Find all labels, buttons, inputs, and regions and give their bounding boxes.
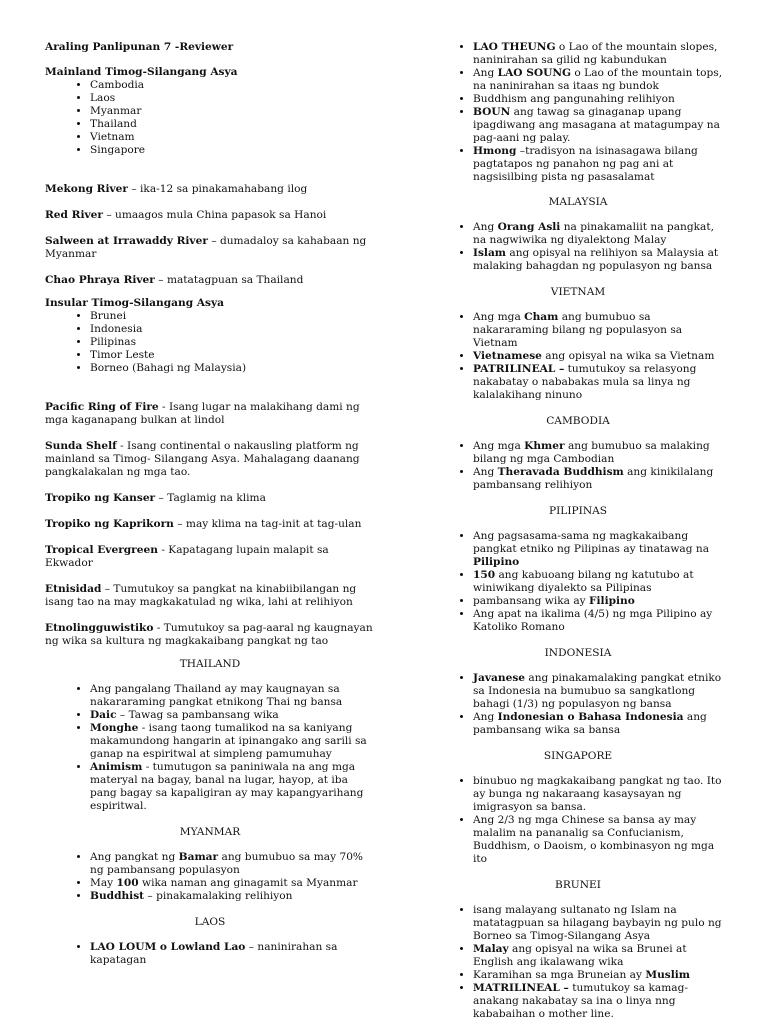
term: Etnisidad: [45, 583, 102, 595]
definition-ring-of-fire: [45, 401, 375, 427]
list-item: • Ang pagsasama-sama ng magkakaibang pangkat etniko ng Pilipinas ay tinatawag na Pilipino: [473, 530, 728, 569]
section-heading-pilipinas: PILIPINAS: [548, 505, 608, 517]
right-column: [428, 41, 728, 1034]
definition-etnisidad: [45, 583, 375, 609]
separator: -: [153, 622, 164, 634]
definition-etnolingguwistiko: [45, 622, 375, 648]
laos-list: [45, 941, 375, 967]
section-heading-vietnam: VIETNAM: [550, 286, 606, 298]
separator: –: [102, 209, 115, 221]
list-item: • Vietnamese ang opisyal na wika sa Vietnam: [473, 350, 728, 363]
separator: –: [127, 183, 141, 195]
left-column: [45, 41, 375, 980]
section-heading-thailand: THAILAND: [179, 658, 241, 670]
list-item: • Ang mga Khmer ang bumubuo sa malaking bilang ng mga Cambodian: [473, 440, 728, 466]
list-item: • Malay ang opisyal na wika sa Brunei at English ang ikalawang wika: [473, 943, 728, 969]
document-title: Araling Panlipunan 7 -Reviewer: [45, 41, 234, 53]
list-item: • Ang Theravada Buddhism ang kinikilalang pambansang relihiyon: [473, 466, 728, 492]
malaysia-list: [428, 221, 728, 273]
insular-country-list: [45, 310, 375, 375]
term: Tropiko ng Kanser: [45, 492, 156, 504]
list-item: • Timor Leste: [90, 349, 375, 362]
definition-tropiko-kanser: [45, 492, 375, 505]
definition-text: Kapatagang lupain malapit sa Ekwador: [45, 544, 329, 569]
separator: –: [155, 492, 168, 504]
list-item: • Ang Indonesian o Bahasa Indonesia ang pambansang wika sa bansa: [473, 711, 728, 737]
definition-tropiko-kaprikorn: [45, 518, 375, 531]
list-item: • Buddhism ang pangunahing relihiyon: [473, 93, 728, 106]
singapore-list: [428, 775, 728, 866]
list-item: • Animism - tumutugon sa paniniwala na ang mga materyal na bagay, banal na lugar, hayop, at iba pang bagay sa kapaligiran ay may kapangyarihang espiritwal.: [90, 761, 375, 813]
list-item: • isang malayang sultanato ng Islam na matatagpuan sa hilagang baybayin ng pulo ng Borneo sa Timog-Silangang Asya: [473, 904, 728, 943]
indonesia-list: [428, 672, 728, 737]
separator: –: [207, 235, 220, 247]
section-heading-malaysia: MALAYSIA: [548, 196, 608, 208]
list-item: • Borneo (Bahagi ng Malaysia): [90, 362, 375, 375]
list-item: • Laos: [90, 92, 375, 105]
list-item: • pambansang wika ay Filipino: [473, 595, 728, 608]
laos-continued-list: [428, 41, 728, 184]
definition-mekong: [45, 183, 375, 196]
term: Mekong River: [45, 183, 128, 195]
list-item: • Ang pangkat ng Bamar ang bumubuo sa may 70% ng pambansang populasyon: [90, 851, 375, 877]
list-item: • Ang apat na ikalima (4/5) ng mga Pilipino ay Katoliko Romano: [473, 608, 728, 634]
list-item: • Islam ang opisyal na relihiyon sa Malaysia at malaking bahagdan ng populasyon ng bansa: [473, 247, 728, 273]
list-item: • LAO THEUNG o Lao of the mountain slopes, naninirahan sa gilid ng kabundukan: [473, 41, 728, 67]
list-item: • Ang LAO SOUNG o Lao of the mountain tops, na naninirahan sa itaas ng bundok: [473, 67, 728, 93]
definition-text: Tumutukoy sa pag-aaral ng kaugnayan ng wika sa kultura ng magkakaibang pangkat ng tao: [45, 622, 373, 647]
term: Pacific Ring of Fire: [45, 401, 159, 413]
insular-heading: Insular Timog-Silangang Asya: [45, 297, 225, 309]
thailand-list: [45, 683, 375, 813]
list-item: • Hmong –tradisyon na isinasagawa bilang pagtatapos ng panahon ng pag ani at nagsisilbing pista ng pasasalamat: [473, 145, 728, 184]
section-heading-laos: LAOS: [194, 916, 226, 928]
list-item: • Monghe - isang taong tumalikod na sa kaniyang makamundong hangarin at ipinangako ang sarili sa ganap na espiritwal at simpleng pamumuhay: [90, 722, 375, 761]
section-heading-singapore: SINGAPORE: [543, 750, 613, 762]
list-item: • binubuo ng magkakaibang pangkat ng tao. Ito ay bunga ng nakaraang kasaysayan ng imigrasyon sa bansa.: [473, 775, 728, 814]
definition-text: umaagos mula China papasok sa Hanoi: [115, 209, 327, 221]
list-item: • LAO LOUM o Lowland Lao – naninirahan sa kapatagan: [90, 941, 375, 967]
separator: –: [101, 583, 114, 595]
brunei-list: [428, 904, 728, 1021]
term: Salween at Irrawaddy River: [45, 235, 208, 247]
cambodia-list: [428, 440, 728, 492]
definition-tropical-evergreen: [45, 544, 375, 570]
list-item: • 150 ang kabuoang bilang ng katutubo at winiwikang diyalekto sa Pilipinas: [473, 569, 728, 595]
vietnam-list: [428, 311, 728, 402]
list-item: • May 100 wika naman ang ginagamit sa Myanmar: [90, 877, 375, 890]
term: Tropiko ng Kaprikorn: [45, 518, 174, 530]
definition-text: Taglamig na klima: [167, 492, 266, 504]
definition-text: dumadaloy sa kahabaan ng Myanmar: [45, 235, 367, 260]
list-item: • Daic – Tawag sa pambansang wika: [90, 709, 375, 722]
definition-chao-phraya: [45, 274, 375, 287]
pilipinas-list: [428, 530, 728, 634]
definition-sunda-shelf: [45, 440, 375, 479]
list-item: • Myanmar: [90, 105, 375, 118]
definition-text: may klima na tag-init at tag-ulan: [185, 518, 362, 530]
list-item: • Ang 2/3 ng mga Chinese sa bansa ay may malalim na pananalig sa Confucianism, Buddhism, o Daoism, o kombinasyon ng mga ito: [473, 814, 728, 866]
separator: -: [116, 440, 128, 452]
list-item: • Ang pangalang Thailand ay may kaugnayan sa nakararaming pangkat etnikong Thai ng bansa: [90, 683, 375, 709]
list-item: • Thailand: [90, 118, 375, 131]
list-item: • PATRILINEAL – tumutukoy sa relasyong nakabatay o nababakas mula sa linya ng kalalakihang ninuno: [473, 363, 728, 402]
list-item: • Ang mga Cham ang bumubuo sa nakararaming bilang ng populasyon sa Vietnam: [473, 311, 728, 350]
term: Sunda Shelf: [45, 440, 117, 452]
list-item: • MATRILINEAL – tumutukoy sa kamag-anakang nakabatay sa ina o linya nng kababaihan o mother line.: [473, 982, 728, 1021]
definition-text: Tumutukoy sa pangkat na kinabiibilangan ng isang tao na may magkakatulad ng wika, lahi at relihiyon: [45, 583, 357, 608]
separator: –: [154, 274, 167, 286]
list-item: • Vietnam: [90, 131, 375, 144]
definition-red-river: [45, 209, 375, 222]
myanmar-list: [45, 851, 375, 903]
list-item: • Cambodia: [90, 79, 375, 92]
term: Tropical Evergreen: [45, 544, 158, 556]
separator: -: [158, 401, 169, 413]
separator: –: [173, 518, 186, 530]
list-item: • Indonesia: [90, 323, 375, 336]
list-item: • Javanese ang pinakamalaking pangkat etniko sa Indonesia na bumubuo sa sangkatlong bahagi (1/3) ng populasyon ng bansa: [473, 672, 728, 711]
list-item: • Buddhist – pinakamalaking relihiyon: [90, 890, 375, 903]
section-heading-myanmar: MYANMAR: [179, 826, 241, 838]
separator: -: [157, 544, 169, 556]
definition-text: Isang lugar na malakihang dami ng mga kaganapang bulkan at lindol: [45, 401, 360, 426]
definition-salween: [45, 235, 375, 261]
mainland-country-list: [45, 79, 375, 157]
definition-text: matatagpuan sa Thailand: [166, 274, 304, 286]
term: Red River: [45, 209, 103, 221]
section-heading-indonesia: INDONESIA: [544, 647, 612, 659]
definition-text: ika-12 sa pinakamahabang ilog: [140, 183, 308, 195]
mainland-heading: Mainland Timog-Silangang Asya: [45, 66, 238, 78]
list-item: • Pilipinas: [90, 336, 375, 349]
term: Chao Phraya River: [45, 274, 155, 286]
list-item: • Ang Orang Asli na pinakamaliit na pangkat, na nagwiwika ng diyalektong Malay: [473, 221, 728, 247]
definition-text: Isang continental o nakausling platform ng mainland sa Timog- Silangang Asya. Mahalagang daanang pangkalakalan ng mga tao.: [45, 440, 360, 478]
list-item: • Brunei: [90, 310, 375, 323]
list-item: • BOUN ang tawag sa ginaganap upang ipagdiwang ang masagana at matagumpay na pag-aani ng palay.: [473, 106, 728, 145]
list-item: • Karamihan sa mga Bruneian ay Muslim: [473, 969, 728, 982]
section-heading-brunei: BRUNEI: [555, 879, 601, 891]
term: Etnolingguwistiko: [45, 622, 154, 634]
section-heading-cambodia: CAMBODIA: [546, 415, 610, 427]
list-item: • Singapore: [90, 144, 375, 157]
